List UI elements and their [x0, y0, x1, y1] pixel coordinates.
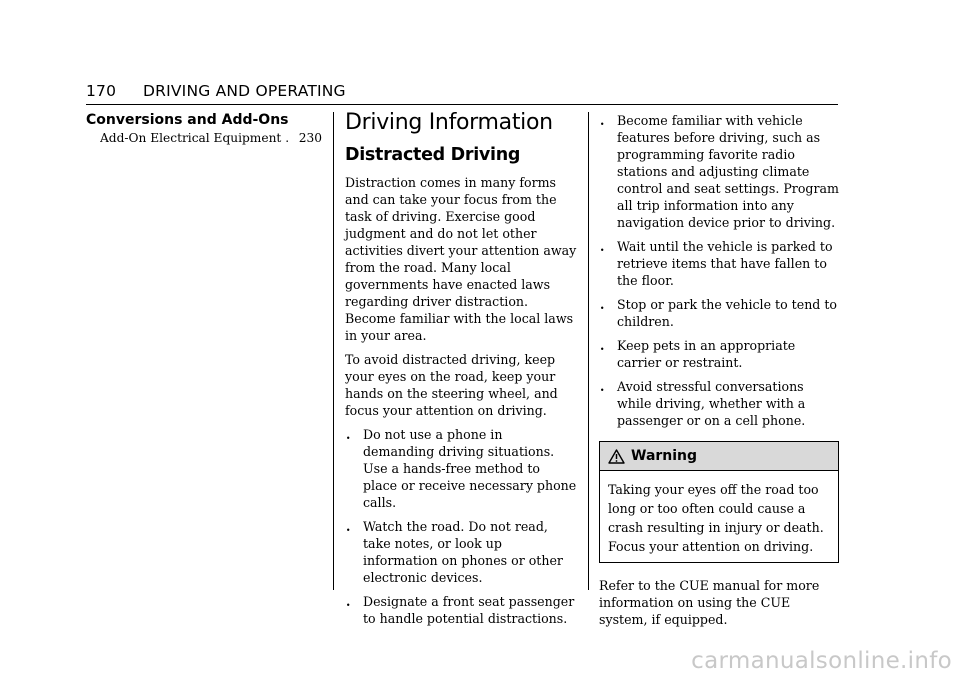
toc-entry-label: Add-On Electrical Equipment . . . — [100, 131, 293, 145]
chapter-title: DRIVING AND OPERATING — [143, 82, 346, 100]
toc-heading: Conversions and Add-Ons — [86, 112, 289, 128]
list-item-text: Become familiar with vehicle features before driving, such as programming favorite radio stations and adjusting climate control and seat settings. Program all trip information into any navigation device prior to driving. — [617, 113, 839, 230]
list-item — [599, 378, 839, 429]
bullet-icon: . — [346, 519, 351, 534]
list-item-text: Designate a front seat passenger to handle potential distractions. — [363, 594, 575, 626]
warning-triangle-icon — [608, 449, 625, 464]
list-item-text: Stop or park the vehicle to tend to children. — [617, 297, 838, 329]
main-column-right — [599, 112, 839, 635]
bullet-list — [599, 112, 839, 429]
warning-text: Taking your eyes off the road too long or too often could cause a crash resulting in injury or death. Focus your attention on driving. — [608, 482, 824, 554]
list-item-text: Watch the road. Do not read, take notes, or look up information on phones or other electronic devices. — [363, 519, 563, 585]
list-item — [599, 337, 839, 371]
intro-paragraph: To avoid distracted driving, keep your eyes on the road, keep your hands on the steering wheel, and focus your attention on driving. — [345, 352, 558, 418]
list-item-text: Avoid stressful conversations while driving, whether with a passenger or on a cell phone. — [617, 379, 806, 428]
section-title: Driving Information — [345, 110, 553, 135]
subsection-title: Distracted Driving — [345, 145, 521, 165]
watermark: carmanualsonline.info — [691, 648, 952, 674]
bullet-icon: . — [346, 594, 351, 609]
bullet-icon: . — [346, 427, 351, 442]
list-item — [599, 296, 839, 330]
toc-entry[interactable] — [100, 131, 322, 145]
page-header — [86, 82, 838, 105]
intro-paragraph: Distraction comes in many forms and can take your focus from the task of driving. Exercise good judgment and do not let other activities divert your attention away from the road. Many local governments have enacted laws regarding driver distraction. Become familiar with the local laws in your area. — [345, 175, 577, 343]
bullet-icon: . — [600, 338, 605, 353]
list-item — [599, 112, 839, 231]
list-item — [345, 426, 577, 511]
closing-paragraph: Refer to the CUE manual for more information on using the CUE system, if equipped. — [599, 578, 820, 627]
list-item-text: Wait until the vehicle is parked to retrieve items that have fallen to the floor. — [617, 239, 833, 288]
bullet-icon: . — [600, 113, 605, 128]
bullet-icon: . — [600, 297, 605, 312]
main-column-left — [345, 112, 577, 634]
list-item-text: Do not use a phone in demanding driving situations. Use a hands-free method to place or receive necessary phone calls. — [363, 427, 577, 510]
warning-box — [599, 441, 839, 563]
warning-header — [600, 442, 838, 471]
warning-title: Warning — [631, 448, 698, 464]
page-number: 170 — [86, 82, 117, 100]
list-item — [345, 518, 577, 586]
list-item-text: Keep pets in an appropriate carrier or restraint. — [617, 338, 796, 370]
column-divider — [333, 112, 334, 590]
toc-column — [86, 112, 322, 145]
list-item — [599, 238, 839, 289]
column-divider — [588, 112, 589, 590]
list-item — [345, 593, 577, 627]
bullet-icon: . — [600, 239, 605, 254]
toc-entry-page: 230 — [298, 131, 322, 145]
bullet-list — [345, 426, 577, 627]
bullet-icon: . — [600, 379, 605, 394]
